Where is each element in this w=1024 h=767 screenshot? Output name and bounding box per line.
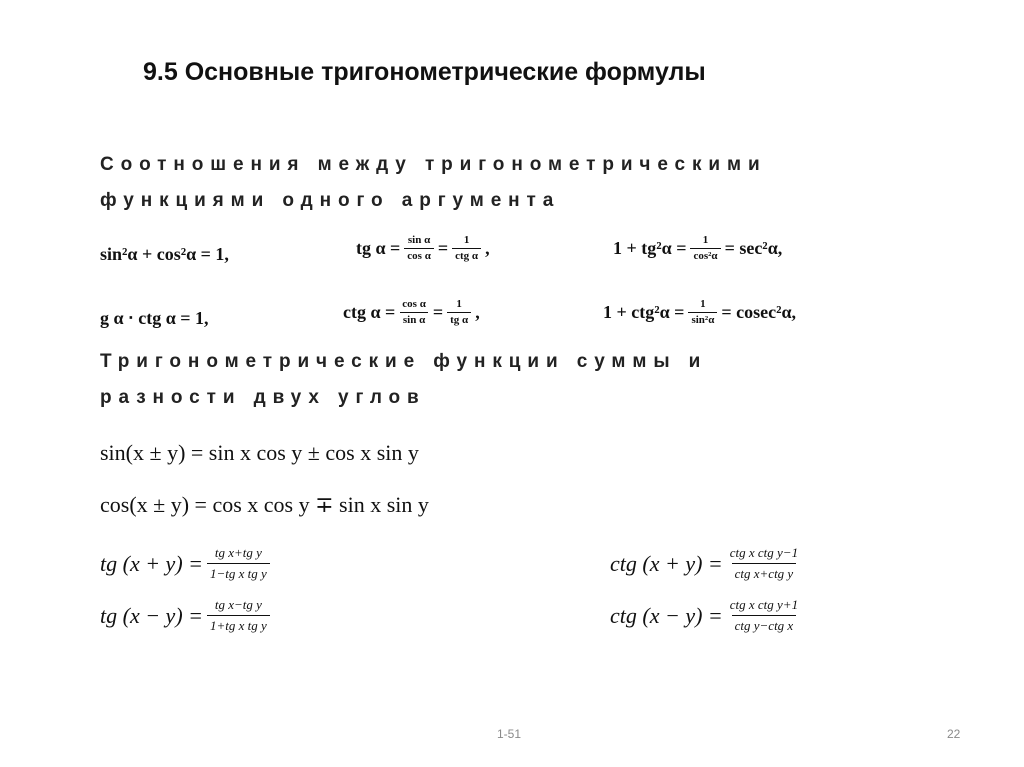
denominator: tg α	[447, 312, 471, 327]
numerator: sin α	[407, 234, 431, 246]
formula-lhs: ctg (x + y) =	[610, 550, 723, 576]
formula-ctg-difference	[610, 597, 805, 634]
formula-lhs: tg (x + y) =	[100, 550, 203, 576]
formula-lhs: tg (x − y) =	[100, 602, 203, 628]
comma: ,	[485, 238, 490, 258]
fraction	[207, 597, 270, 634]
denominator: ctg y−ctg x	[732, 615, 797, 634]
fraction-sin-cos	[404, 234, 434, 263]
formula-tg-definition	[356, 234, 490, 263]
comma: ,	[475, 302, 480, 322]
formula-sin-sum	[100, 440, 419, 466]
denominator: 1+tg x tg y	[207, 615, 270, 634]
formula-lhs: 1 + ctg²α =	[603, 302, 685, 322]
fraction	[727, 597, 801, 634]
numerator: tg x+tg y	[214, 545, 262, 560]
numerator: 1	[456, 298, 462, 310]
footer-page-number: 22	[947, 727, 961, 741]
numerator: 1	[463, 234, 470, 246]
equals-sign: =	[432, 302, 444, 322]
fraction	[727, 545, 801, 582]
denominator: 1−tg x tg y	[207, 563, 270, 582]
denominator: cos²α	[690, 248, 720, 263]
denominator: sin α	[400, 312, 428, 327]
numerator: 1	[702, 234, 709, 246]
denominator: ctg α	[452, 248, 481, 263]
formula-ctg-definition	[343, 298, 480, 327]
formula-tg-ctg-product	[100, 308, 209, 329]
formula-cos-sum	[100, 492, 429, 518]
denominator: cos α	[404, 248, 434, 263]
denominator: sin²α	[688, 312, 717, 327]
formula-tg-sum	[100, 545, 274, 582]
formula-rhs: = cosec²α,	[721, 302, 797, 322]
section-heading-sums-line1: Тригонометрические функции суммы и	[100, 351, 708, 372]
formula-pythagorean-identity	[100, 244, 229, 265]
denominator: ctg x+ctg y	[732, 563, 797, 582]
formula-text: g α ⋅ ctg α = 1,	[100, 308, 209, 328]
section-heading-relations-line1: Соотношения между тригонометрическими	[100, 154, 767, 175]
formula-text: sin(x ± y) = sin x cos y ± cos x sin y	[100, 440, 419, 465]
fraction-cos-sin	[399, 298, 429, 327]
fraction-one-over-sin-squared	[688, 298, 717, 327]
section-heading-relations-line2: функциями одного аргумента	[100, 190, 561, 211]
numerator: ctg x ctg y−1	[729, 545, 799, 560]
fraction	[207, 545, 270, 582]
fraction-one-over-tg	[447, 298, 471, 327]
formula-lhs: ctg α =	[343, 302, 396, 322]
formula-lhs: ctg (x − y) =	[610, 602, 723, 628]
numerator: 1	[700, 298, 706, 310]
fraction-one-over-ctg	[452, 234, 481, 263]
formula-ctg-sum	[610, 545, 805, 582]
formula-lhs: tg α =	[356, 238, 401, 258]
equals-sign: =	[437, 238, 449, 258]
formula-text: sin²α + cos²α = 1,	[100, 244, 229, 264]
numerator: ctg x ctg y+1	[729, 597, 799, 612]
formula-rhs: = sec²α,	[724, 238, 783, 258]
numerator: tg x−tg y	[214, 597, 262, 612]
section-heading-sums-line2: разности двух углов	[100, 387, 426, 408]
fraction-one-over-cos-squared	[690, 234, 720, 263]
formula-text: cos(x ± y) = cos x cos y ∓ sin x sin y	[100, 492, 429, 517]
formula-tg-difference	[100, 597, 274, 634]
footer-slide-range: 1-51	[497, 727, 522, 741]
formula-lhs: 1 + tg²α =	[613, 238, 687, 258]
numerator: cos α	[402, 298, 426, 310]
page-title: 9.5 Основные тригонометрические формулы	[143, 58, 706, 86]
formula-one-plus-ctg-squared	[603, 298, 796, 327]
formula-one-plus-tg-squared	[613, 234, 782, 263]
